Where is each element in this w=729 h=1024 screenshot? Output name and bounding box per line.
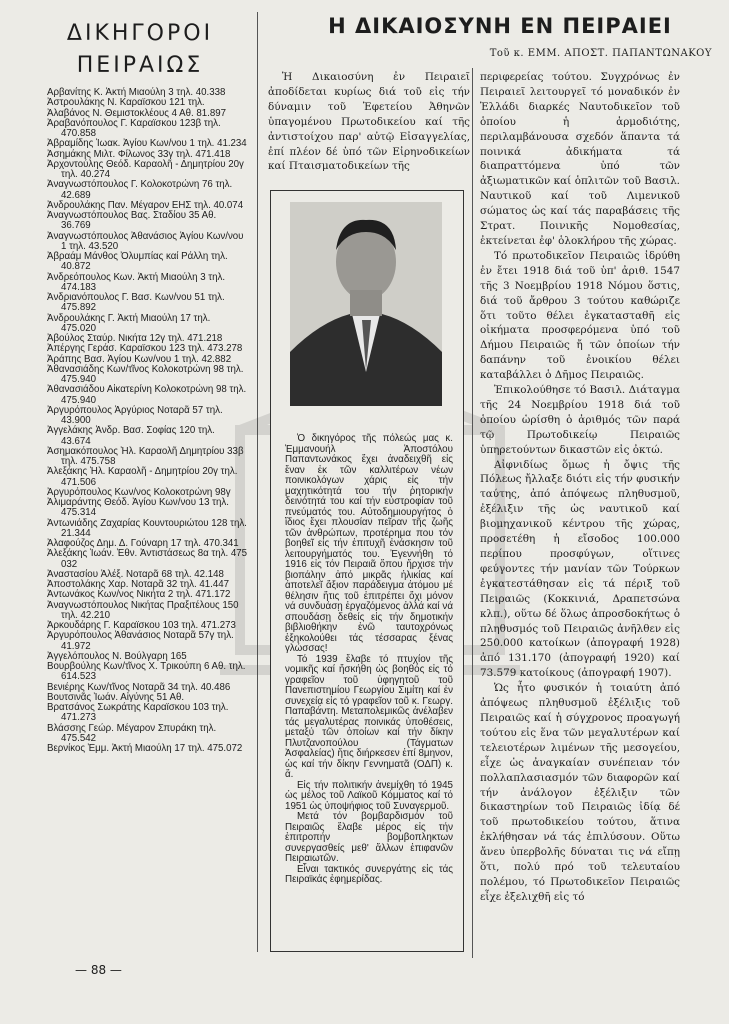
directory-entry: Αρβανίτης Κ. Ἀκτή Μιαούλη 3 τηλ. 40.338 <box>47 87 226 98</box>
directory-entry: Ἀραβανόπουλος Γ. Καραϊσκου 123β τηλ. 470.858 <box>47 117 221 139</box>
directory-entry: Ἀποστολάκης Χαρ. Νοταρᾶ 32 τηλ. 41.447 <box>47 579 229 590</box>
directory-entry: Ἀναγνωστόπουλος Βας. Σταδίου 35 Αθ. 36.769 <box>47 210 217 232</box>
article-paragraph: Ὡς ἦτο φυσικόν ἡ τοιαύτη ἀπό ἀπόψεως πληθυσμοῦ ἐξέλιξις τοῦ Πειραιῶς καί ἡ σύγχρονος προαγωγή τούτου εἰς ἕνα τῶν μεγαλυτέρων καί τελειοτέρων λιμένων τῆς μεσογείου, εἶχε ὡς ἀναγκαίαν συνέπειαν τόν πολλαπλασιασμόν τῶν διαφορῶν καί τήν ἀνάλογον ἐξέλιξιν τῶν δικαστηρίων τοῦ Πειραιῶς ἰδίᾳ δέ τοῦ πρωτοδικείου τούτου, ἅτινα ἐκλήθησαν νά τάς ἐπιλύσουν. Οὕτω ἄνευ ὑπερβολῆς δύναται τις νά εἴπῃ ὅτι, πολύ πρό τοῦ τελευταίου πολέμου, τό Πρωτοδικεῖον Πειραιῶς εἶχε ἐξελιχθῆ εἰς τό <box>480 682 680 903</box>
directory-entry: Ἀργυρόπουλος Κων/νος Κολοκοτρώνη 98γ <box>47 486 231 498</box>
article-intro-column <box>268 70 470 174</box>
directory-entry: Ἀργυρόπουλος Ἀθανάσιος Νοταρᾶ 57γ τηλ. 41.972 <box>47 630 234 652</box>
caption-paragraph: Ὁ δικηγόρος τῆς πόλεώς μας κ. Ἐμμανουήλ Ἀποστόλου Παπαντωνάκος ἔχει ἀναδειχθῆ εἰς ἕναν ἐκ τῶν καλλιτέρων νέων ποινικολόγων χάρις εἰς τήν μαχητικότητά του τήν ῥητορικήν δεινότητά του καί τήν εὐστροφίαν τοῦ πνεύματός του. Αὐτοδημιουργήτος ὁ ἴδιος ἔχει πλουσίαν πεῖραν τῆς ζωῆς τῶν ἀνθρώπων, προτέρημα που τόν βοηθεῖ εἰς τήν ἐπιτυχῆ ἐνάσκησιν τοῦ λειτουργήματός του. Ἐγεννήθη τό 1916 εἰς τόν Πειραιᾶ ὅπου ἤρχισε τήν βιοπάλην ἀπό μικρᾶς ἡλικίας καί ἀποτελεῖ ἄξιον παράδειγμα ἀτόμου μέ θέλησιν ἥτις τοῦ ἐπιτρέπει ὄχι μόνον νά συνδυάσῃ ἐργαζόμενος ἀλλά καί νά σπουδάσῃ δεθείς εἰς τήν δημοτικήν βιβλιοθήκην ἐνῶ ταυτοχρόνως ἐξηκολούθει τάς τέσσαρας ξένας γλώσσας! <box>285 433 453 654</box>
article-right-column <box>480 70 680 905</box>
directory-entry: Ἀνδρεόπουλος Κων. Ἀκτή Μιαούλη 3 τηλ. 474.183 <box>47 271 226 293</box>
directory-entry: Ἀνδρουλάκης Παν. Μέγαρον ΕΗΣ τηλ. 40.074 <box>47 199 244 211</box>
directory-entry: Ἀρκουδάρης Γ. Καραϊσκου 103 τηλ. 471.273 <box>47 620 236 631</box>
directory-title-line2: ΠΕΙΡΑΙΩΣ <box>76 53 204 78</box>
caption-paragraph: Μετά τόν βομβαρδισμόν τοῦ Πειραιῶς ἔλαβε μέρος εἰς τήν ἐπιτροπήν βομβοπληκτων συνεργασθείς μεθ' ἄλλων ἐπιφανῶν Πειραιωτῶν. <box>285 811 453 864</box>
directory-entry: Ἀθανασιάδης Κων/τῖνος Κολοκοτρώνη 98 τηλ. 475.940 <box>47 363 244 385</box>
directory-entry: Ἀναγνωστόπουλος Νικήτας Πραξιτέλους 150 τηλ. 42.210 <box>47 599 239 621</box>
directory-entry: Ἀγγελόπουλος Ν. Βούλγαρη 165 <box>47 650 187 662</box>
article-paragraph: περιφερείας τούτου. Συγχρόνως ἐν Πειραιεῖ λειτουργεῖ τό μοναδικόν ἐν Ἑλλάδι διαρκές Ναυτοδικεῖον τοῦ ὁποίου ἡ ἁρμοδιότης, περιλαμβάνουσα σχεδόν ἅπαντα τά ποινικά ἀδικήματα τά διαπραττόμενα ὑπό τῶν ἀξιωματικῶν καί ὁπλιτῶν τοῦ Βασιλ. Ναυτικοῦ καί τοῦ Λιμενικοῦ σώματος ὡς καί τάς παραβάσεις τῆς Στρατ. Ποινικῆς Νομοθεσίας, ἐκτείνεται ἐφ' ὁλοκλήρου τῆς χώρας. <box>480 71 680 247</box>
directory-entry: Βουτσινᾶς Ἰωάν. Αἰγύνης 51 Αθ. <box>47 691 185 703</box>
page-number: — 88 — <box>75 963 122 977</box>
directory-entry: Ἀβούλος Σταύρ. Νικήτα 12γ τηλ. 471.218 <box>47 333 223 344</box>
directory-entry: Ἀντωνάκος Κων/νος Νικήτα 2 τηλ. 471.172 <box>47 589 231 601</box>
directory-entry: Ἀσημάκης Μιλτ. Φίλωνος 33γ τηλ. 471.418 <box>47 148 231 160</box>
directory-entry: Βρατσάνος Σωκράτης Καραϊσκου 103 τηλ. 471.273 <box>47 702 229 724</box>
article-byline: Τοῦ κ. ΕΜΜ. ΑΠΟΣΤ. ΠΑΠΑΝΤΩΝΑΚΟΥ <box>489 48 712 59</box>
article-title: Η ΔΙΚΑΙΟΣΥΝΗ ΕΝ ΠΕΙΡΑΙΕΙ <box>328 14 672 38</box>
directory-entry: Βερνίκος Ἐμμ. Ἀκτή Μιαούλη 17 τηλ. 475.072 <box>47 743 243 754</box>
article-intro: Ἡ Δικαιοσύνη ἐν Πειραιεῖ ἀποδίδεται κυρίως διά τοῦ εἰς τήν δύναμιν τοῦ Ἐφετείου Ἀθηνῶν ὑπαγομένου Πρωτοδικείου καί τῆς ἀντιστοίχου παρ' αὐτῷ Εἰσαγγελίας, ἐπί πλέον δέ ὑπό τῶν Εἰρηνοδικείων καί Πταισματοδικείων τῆς <box>268 71 470 173</box>
directory-entry: Ἀναστασίου Ἀλέξ. Νοταρᾶ 68 τηλ. 42.148 <box>47 568 224 580</box>
caption-paragraph: Εἶναι τακτικός συνεργάτης εἰς τάς Πειραϊκάς ἐφημερίδας. <box>285 863 453 885</box>
directory-entry: Ἀράπης Βασ. Ἀγίου Κων/νου 1 τηλ. 42.882 <box>47 353 232 365</box>
directory-entry: Ἀπέργης Γεράσ. Καραϊσκου 123 τηλ. 473.278 <box>47 343 243 355</box>
directory-entry: Ἀλαφούζος Δημ. Δ. Γούναρη 17 τηλ. 470.341 <box>47 538 239 549</box>
article-paragraph: Τό πρωτοδικεῖον Πειραιῶς ἱδρύθη ἐν ἔτει 1918 διά τοῦ ὑπ' ἀριθ. 1547 τῆς 3 Νοεμβρίου 1918 Νόμου ὅστις, διά τοῦ ἄρθρου 3 τούτου καθώριζε ὅτι τοῦτο θέλει ἐγκατασταθῆ εἰς οἰκήματα προσφερόμενα ὑπό τοῦ Δήμου Πειραιῶς ἤ τῶν ὁποίων τήν δαπάνην τοῦ ἐνοικίου θέλει καταβάλλει ὁ Δῆμος Πειραιῶς. <box>480 249 680 382</box>
directory-entry: Ἀνδρουλάκης Γ. Ἀκτή Μιαούλη 17 τηλ. 475.020 <box>47 312 211 334</box>
portrait-photo <box>290 202 442 406</box>
caption-paragraph: Εἰς τήν πολιτικήν ἀνεμίχθη τό 1945 ὡς μέλος τοῦ Λαϊκοῦ Κόμματος καί τό 1951 ὡς ὑποψήφιος τοῦ Συναγερμοῦ. <box>285 779 453 812</box>
directory-entry: Ἀναγνωστόπουλος Ἀθανάσιος Ἀγίου Κων/νου 1 τηλ. 43.520 <box>47 230 244 252</box>
caption-paragraph: Τό 1939 ἔλαβε τό πτυχίον τῆς νομικῆς καί ἤσκήθη ὡς βοηθός εἰς τό γραφεῖον τοῦ ὑφηγητοῦ τοῦ Πανεπιστημίου Γεωργίου Σιμίτη καί ἐν συνεχείᾳ εἰς τό γραφεῖον τοῦ κ. Γεωργ. Παπαβάντη. Μεταπολεμικῶς ἀνέλαβεν τάς μεγαλυτέρας ποινικάς ὑποθέσεις, μεταξύ τῶν ὁποίων καί τήν δίκην Πλυτζανοπούλου (Τάγματων Ἀσφαλείας) ἥτις διήρκεσεν ἐπί 8μηνον, ὡς καί τήν δίκην Γεννηματᾶ (ΟΔΠ) κ. ἄ. <box>285 653 453 780</box>
directory-entry: Ἀσημακόπουλος Ἠλ. Καραολῆ Δημητρίου 33β τηλ. 475.758 <box>47 445 244 467</box>
directory-entry: Βουρβούλης Κων/τῖνος Χ. Τρικούπη 6 Αθ. τηλ. 614.523 <box>47 661 246 683</box>
directory-entry: Ἀλεξάκης Ἰωάν. Ἐθν. Ἀντιστάσεως 8α τηλ. 475 032 <box>47 548 248 570</box>
directory-entry: Ἀβραμίδης Ἰωακ. Ἀγίου Κων/νου 1 τηλ. 41.234 <box>47 138 247 150</box>
directory-title <box>50 18 230 82</box>
directory-entry: Ἀβραάμ Μάνθος Ὀλυμπίας καί Ράλλη τηλ. 40.872 <box>47 251 228 273</box>
directory-entry: Ἀργυρόπουλος Ἀργύριος Νοταρᾶ 57 τηλ. 43.900 <box>47 404 223 426</box>
column-divider-right <box>472 68 473 958</box>
directory-entry: Ἀρχοντούλης Θεόδ. Καραολῆ - Δημητρίου 20γ τηλ. 40.274 <box>47 158 244 180</box>
directory-title-line1: ΔΙΚΗΓΟΡΟΙ <box>66 21 214 46</box>
directory-entry: Ἀλαβάνος Ν. Θεμιστοκλέους 4 Αθ. 81.897 <box>47 107 227 119</box>
portrait-caption <box>285 434 453 886</box>
directory-entry: Βλάσσης Γεώρ. Μέγαρον Σπυράκη τηλ. 475.542 <box>47 722 217 744</box>
directory-entry: Ἀντωνιάδης Ζαχαρίας Κουντουριώτου 128 τηλ. 21.344 <box>47 517 247 539</box>
directory-entry: Ἀλεξάκης Ἠλ. Καραολῆ - Δημητρίου 20γ τηλ. 471.506 <box>47 466 238 488</box>
directory-entry: Ἀναγνωστόπουλος Γ. Κολοκοτρώνη 76 τηλ. 42.689 <box>47 179 233 201</box>
directory-entry: Ἀθανασιάδου Αἰκατερίνη Κολοκοτρώνη 98 τηλ. 475.940 <box>47 384 247 406</box>
directory-entry: Βενιέρης Κων/τῖνος Νοταρᾶ 34 τηλ. 40.486 <box>47 681 231 693</box>
directory-entry: Ἀστρουλάκης Ν. Καραϊσκου 121 τηλ. <box>47 97 205 109</box>
article-paragraph: Ἐπικολούθησε τό Βασιλ. Διάταγμα τῆς 24 Νοεμβρίου 1918 διά τοῦ ὁποίου ὡρίσθη ὁ ἀριθμός τῶν παρά τῷ Πρωτοδικείῳ Πειραιῶς ὑπηρετούντων δικαστῶν εἰς ὀκτώ. <box>480 384 680 456</box>
directory-entry: Ἀνδριανόπουλος Γ. Βασ. Κων/νου 51 τηλ. 475.892 <box>47 292 225 314</box>
article-paragraph: Αἰφνιδίως ὅμως ἡ ὄψις τῆς Πόλεως ἤλλαξε διότι εἰς τήν φυσικήν ταύτης, ἀπό ἀπόψεως πληθυσμοῦ, ἐξέλιξιν τῆς ὡς ναυτικοῦ καί βιομηχανικοῦ κέντρου τῆς χώρας, προσετέθη ἡ εἴσοδος 100.000 περίπου προσφύγων, οἵτινες φεύγοντες τήν μανίαν τῶν Τούρκων ἐγκατεστάθησαν εἰς τά πέριξ τοῦ Πειραιῶς (Κοκκινιά, Δραπετσώνα κλπ.), οὕτω δέ ὅλως ἀπροσδοκήτως ὁ πληθυσμός τοῦ Πειραιῶς ἀνῆλθεν εἰς 250.000 κατοίκων (ἀπογραφή 1928) ἀπό 131.170 (ἀπογραφή 1920) καί 73.579 κατοίκους (ἀπογραφή 1907). <box>480 458 680 680</box>
directory-entry: Ἀγγελάκης Ἀνδρ. Βασ. Σοφίας 120 τηλ. 43.674 <box>47 425 215 447</box>
directory-entry: Ἀλιμαράντης Θεόδ. Ἀγίου Κων/νου 13 τηλ. 475.314 <box>47 497 229 519</box>
